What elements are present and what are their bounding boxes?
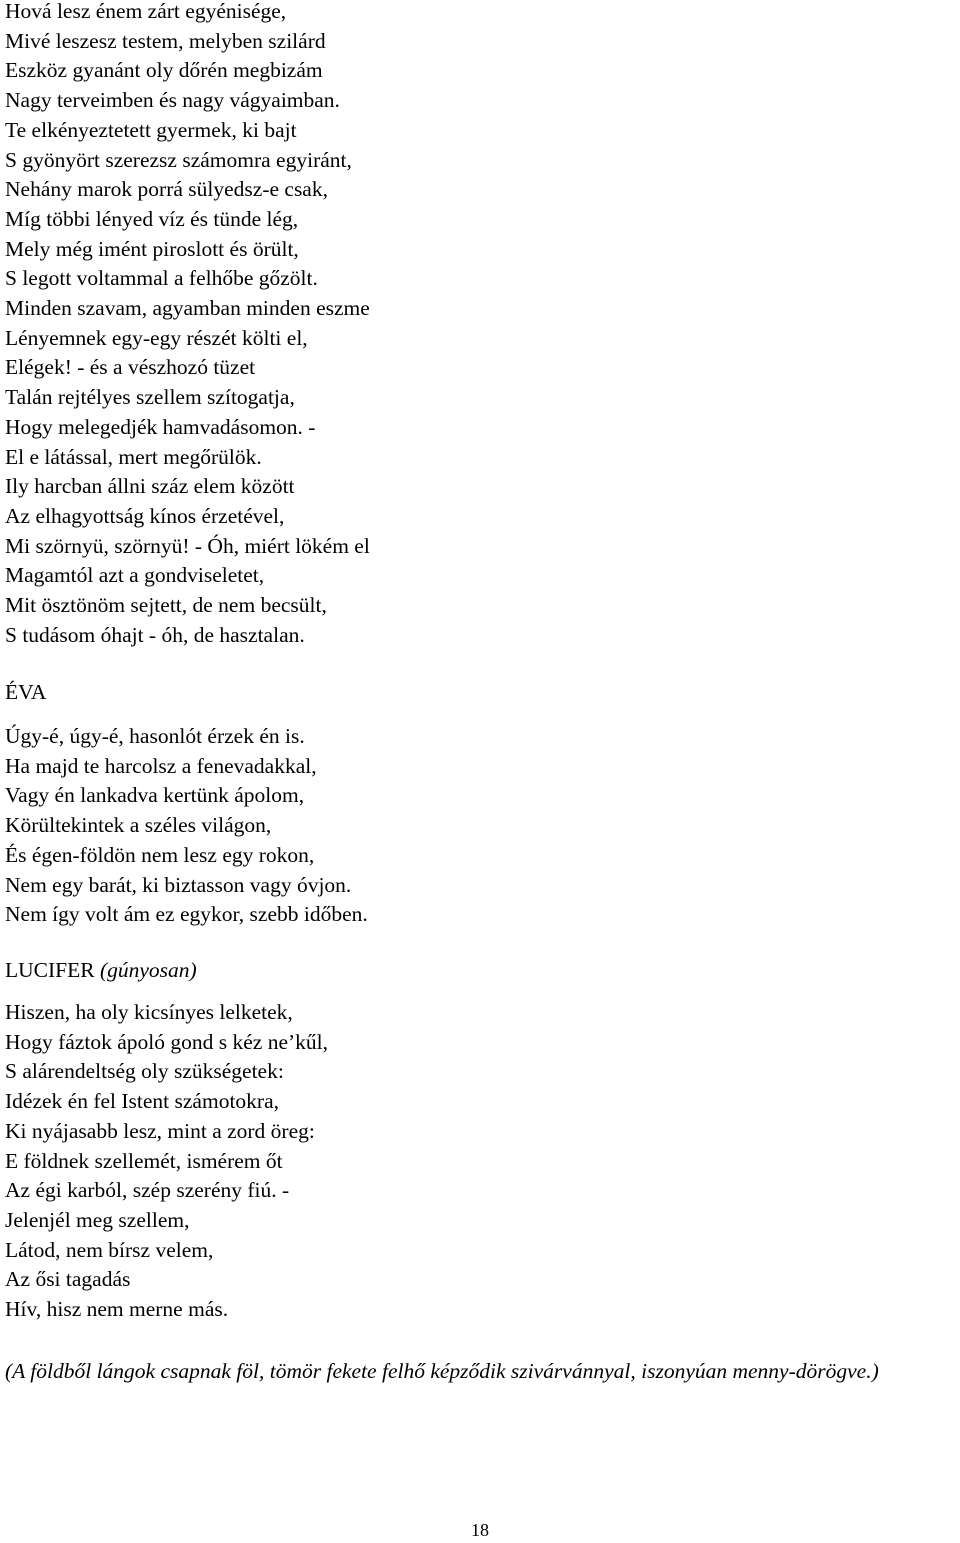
verse-line: Te elkényeztetett gyermek, ki bajt bbox=[5, 117, 297, 142]
verse-line: Hív, hisz nem merne más. bbox=[5, 1297, 229, 1322]
speaker-eva: ÉVA bbox=[5, 680, 47, 704]
verse-line: Ki nyájasabb lesz, mint a zord öreg: bbox=[5, 1118, 315, 1143]
verse-line: Mely még imént piroslott és örült, bbox=[5, 236, 299, 261]
stage-direction: (A földből lángok csapnak föl, tömör fekete felhő képződik szivárvánnyal, iszonyúan menny-dörögve.) bbox=[5, 1359, 879, 1383]
verse-line: Hogy melegedjék hamvadásomon. - bbox=[5, 414, 316, 439]
verse-line: Ily harcban állni száz elem között bbox=[5, 474, 295, 499]
verse-line: És égen-földön nem lesz egy rokon, bbox=[5, 842, 315, 867]
verse-line: El e látással, mert megőrülök. bbox=[5, 444, 262, 469]
verse-block-lucifer bbox=[5, 998, 328, 1325]
verse-line: S gyönyört szerezsz számomra egyiránt, bbox=[5, 147, 352, 172]
verse-line: Az elhagyottság kínos érzetével, bbox=[5, 503, 285, 528]
verse-line: Idézek én fel Istent számotokra, bbox=[5, 1089, 279, 1114]
verse-line: Látod, nem bírsz velem, bbox=[5, 1237, 214, 1262]
verse-line: Hová lesz énem zárt egyénisége, bbox=[5, 0, 287, 23]
verse-line: S legott voltammal a felhőbe gőzölt. bbox=[5, 266, 318, 291]
verse-line: Jelenjél meg szellem, bbox=[5, 1207, 190, 1232]
verse-block-eva bbox=[5, 722, 368, 930]
verse-block-adam bbox=[5, 0, 370, 650]
verse-line: Nem így volt ám ez egykor, szebb időben. bbox=[5, 902, 368, 927]
verse-line: Nem egy barát, ki biztasson vagy óvjon. bbox=[5, 872, 352, 897]
verse-line: Míg többi lényed víz és tünde lég, bbox=[5, 206, 299, 231]
verse-line: Nagy terveimben és nagy vágyaimban. bbox=[5, 88, 340, 113]
speaker-note: (gúnyosan) bbox=[99, 958, 197, 982]
speaker-name: LUCIFER bbox=[5, 958, 95, 982]
verse-line: Minden szavam, agyamban minden eszme bbox=[5, 296, 370, 321]
verse-line: Nehány marok porrá sülyedsz-e csak, bbox=[5, 177, 328, 202]
speaker-lucifer bbox=[5, 956, 197, 986]
verse-line: Az ősi tagadás bbox=[5, 1267, 131, 1292]
verse-line: S tudásom óhajt - óh, de hasztalan. bbox=[5, 622, 305, 647]
verse-line: Az égi karból, szép szerény fiú. - bbox=[5, 1178, 290, 1203]
verse-line: Mivé leszesz testem, melyben szilárd bbox=[5, 28, 326, 53]
verse-line: Ha majd te harcolsz a fenevadakkal, bbox=[5, 753, 317, 778]
verse-line: Vagy én lankadva kertünk ápolom, bbox=[5, 783, 305, 808]
verse-line: Úgy-é, úgy-é, hasonlót érzek én is. bbox=[5, 724, 305, 748]
verse-line: Lényemnek egy-egy részét költi el, bbox=[5, 325, 308, 350]
verse-line: Elégek! - és a vészhozó tüzet bbox=[5, 355, 256, 380]
verse-line: Eszköz gyanánt oly dőrén megbizám bbox=[5, 58, 323, 83]
verse-line: Hogy fáztok ápoló gond s kéz ne’kűl, bbox=[5, 1029, 329, 1054]
verse-line: S alárendeltség oly szükségetek: bbox=[5, 1059, 284, 1084]
verse-line: Hiszen, ha oly kicsínyes lelketek, bbox=[5, 1000, 293, 1024]
verse-line: Magamtól azt a gondviseletet, bbox=[5, 563, 265, 588]
verse-line: Mi szörnyü, szörnyü! - Óh, miért lökém el bbox=[5, 533, 370, 558]
verse-line: E földnek szellemét, ismérem őt bbox=[5, 1148, 283, 1173]
page-number: 18 bbox=[471, 1520, 489, 1540]
verse-line: Mit ösztönöm sejtett, de nem becsült, bbox=[5, 593, 327, 618]
verse-line: Talán rejtélyes szellem szítogatja, bbox=[5, 385, 295, 410]
verse-line: Körültekintek a széles világon, bbox=[5, 813, 272, 838]
